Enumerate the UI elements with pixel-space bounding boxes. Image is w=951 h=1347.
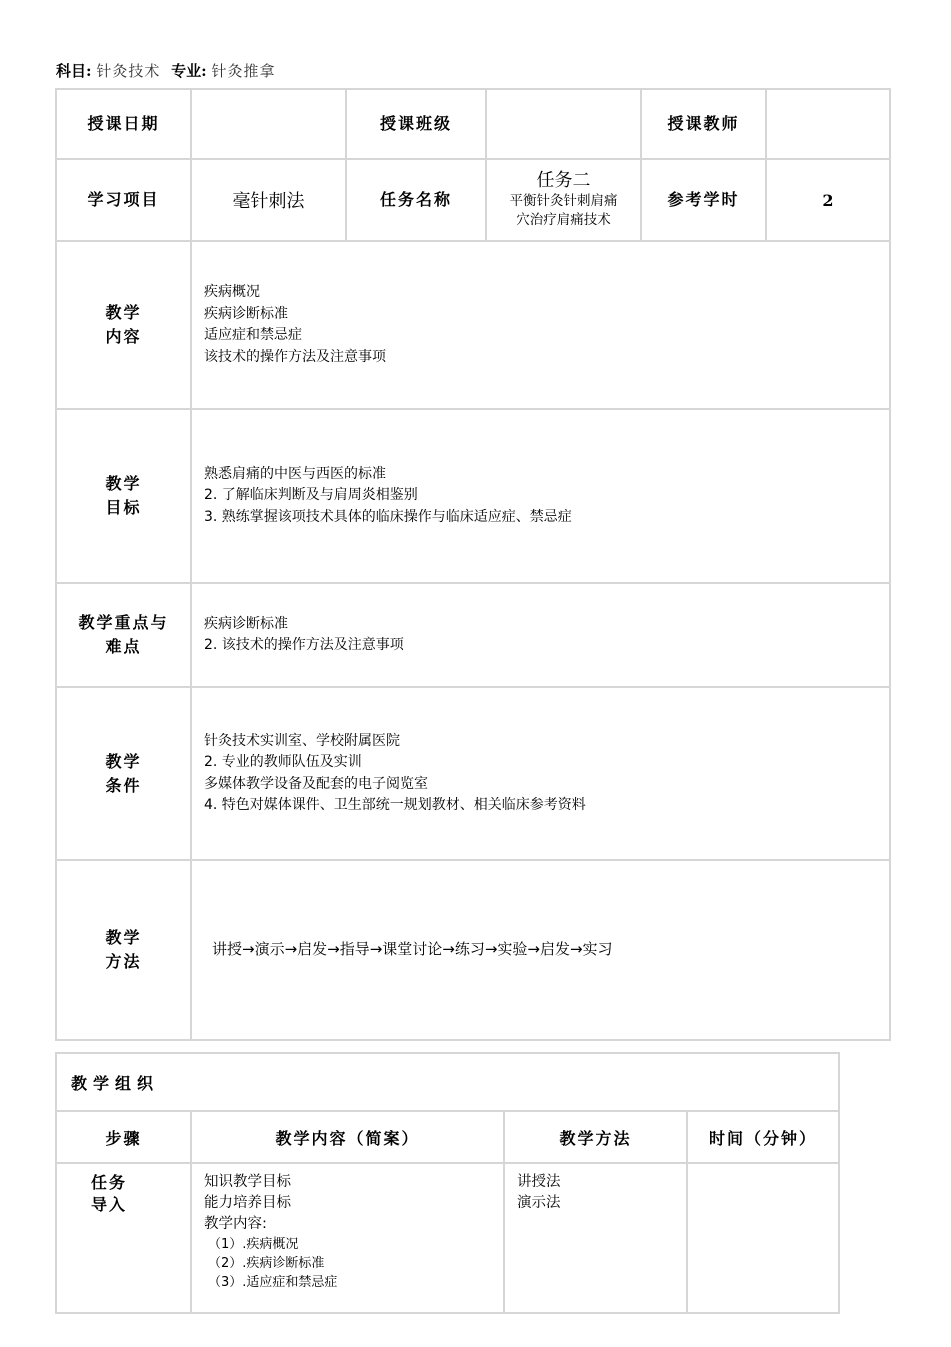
conditions-text <box>191 687 890 860</box>
hours-label: 参考学时 <box>641 159 766 241</box>
methods-label <box>56 860 191 1040</box>
step-label-2: 导入 <box>91 1195 128 1214</box>
step-method-item: 讲授法 <box>517 1174 561 1190</box>
date-value <box>191 89 346 159</box>
step-content-line: 知识教学目标 <box>204 1174 291 1190</box>
lesson-plan-table <box>55 88 891 1041</box>
step-label-1: 任务 <box>91 1173 128 1192</box>
keypoints-text <box>191 583 890 687</box>
methods-label-2: 方法 <box>105 952 142 971</box>
step-methods <box>504 1163 687 1313</box>
task-name-cell <box>486 159 641 241</box>
teacher-label: 授课教师 <box>641 89 766 159</box>
content-line: 疾病概况 <box>204 284 260 300</box>
org-title-row <box>56 1053 839 1111</box>
subject-label: 科目: <box>56 62 92 80</box>
goals-line: 3. 熟练掌握该项技术具体的临床操作与临床适应症、禁忌症 <box>204 508 572 525</box>
keypoints-label-2: 难点 <box>105 637 142 656</box>
project-label: 学习项目 <box>56 159 191 241</box>
methods-text <box>191 860 890 1040</box>
methods-label-1: 教学 <box>105 928 142 947</box>
date-label: 授课日期 <box>56 89 191 159</box>
conditions-label-1: 教学 <box>105 751 142 771</box>
content-label <box>56 241 191 409</box>
step-content <box>191 1163 504 1313</box>
conditions-line: 4. 特色对媒体课件、卫生部统一规划教材、相关临床参考资料 <box>204 797 586 813</box>
step-time <box>687 1163 839 1313</box>
org-header-time: 时间（分钟） <box>687 1111 839 1163</box>
plan-row-content <box>56 241 890 409</box>
methods-line: 讲授→演示→启发→指导→课堂讨论→练习→实验→启发→实习 <box>212 940 613 959</box>
goals-line: 熟悉肩痛的中医与西医的标准 <box>204 465 386 482</box>
org-header-row <box>56 1111 839 1163</box>
goals-label <box>56 409 191 583</box>
subject-value: 针灸技术 <box>96 62 161 80</box>
hours-value: 2 <box>766 159 890 241</box>
keypoints-line: 疾病诊断标准 <box>204 615 288 632</box>
content-line: 适应症和禁忌症 <box>204 327 302 343</box>
task-label: 任务名称 <box>346 159 486 241</box>
conditions-label-2: 条件 <box>105 775 142 795</box>
step-content-subline: （2）.疾病诊断标准 <box>208 1256 325 1271</box>
conditions-line: 针灸技术实训室、学校附属医院 <box>204 732 400 749</box>
goals-line: 2. 了解临床判断及与肩周炎相鉴别 <box>204 487 418 504</box>
goals-label-2: 目标 <box>105 498 142 517</box>
goals-label-1: 教学 <box>105 474 142 493</box>
class-value <box>486 89 641 159</box>
keypoints-label-1: 教学重点与 <box>78 613 169 632</box>
goals-text <box>191 409 890 583</box>
teaching-organization-table <box>55 1052 840 1314</box>
content-line: 该技术的操作方法及注意事项 <box>204 348 386 365</box>
step-method-item: 演示法 <box>517 1195 561 1211</box>
task-line-2: 穴治疗肩痛技术 <box>516 212 611 228</box>
keypoints-label <box>56 583 191 687</box>
step-content-subline: （1）.疾病概况 <box>208 1237 299 1252</box>
step-content-subline: （3）.适应症和禁忌症 <box>208 1275 338 1290</box>
org-header-content: 教学内容（简案） <box>191 1111 504 1163</box>
org-row-intro <box>56 1163 839 1313</box>
header-line <box>56 60 281 81</box>
step-label <box>56 1163 191 1313</box>
task-line-1: 平衡针灸针刺肩痛 <box>509 193 618 209</box>
major-label: 专业: <box>171 62 207 80</box>
task-title: 任务二 <box>536 170 591 191</box>
keypoints-line: 2. 该技术的操作方法及注意事项 <box>204 637 404 653</box>
plan-row-methods <box>56 860 890 1040</box>
content-text <box>191 241 890 409</box>
plan-row-conditions <box>56 687 890 860</box>
org-header-step: 步骤 <box>56 1111 191 1163</box>
conditions-label <box>56 687 191 860</box>
class-label: 授课班级 <box>346 89 486 159</box>
project-value: 毫针刺法 <box>191 159 346 241</box>
major-value: 针灸推拿 <box>211 62 276 80</box>
org-header-method: 教学方法 <box>504 1111 687 1163</box>
content-line: 疾病诊断标准 <box>204 305 288 322</box>
teacher-value <box>766 89 890 159</box>
conditions-line: 多媒体教学设备及配套的电子阅览室 <box>204 775 428 792</box>
plan-row-goals <box>56 409 890 583</box>
content-label-2: 内容 <box>105 327 142 346</box>
conditions-line: 2. 专业的教师队伍及实训 <box>204 754 362 770</box>
plan-row-date <box>56 89 890 159</box>
step-content-line: 能力培养目标 <box>204 1195 291 1211</box>
step-content-line: 教学内容: <box>204 1216 267 1232</box>
plan-row-keypoints <box>56 583 890 687</box>
plan-row-project <box>56 159 890 241</box>
content-label-1: 教学 <box>105 303 142 322</box>
org-title: 教学组织 <box>56 1053 839 1111</box>
